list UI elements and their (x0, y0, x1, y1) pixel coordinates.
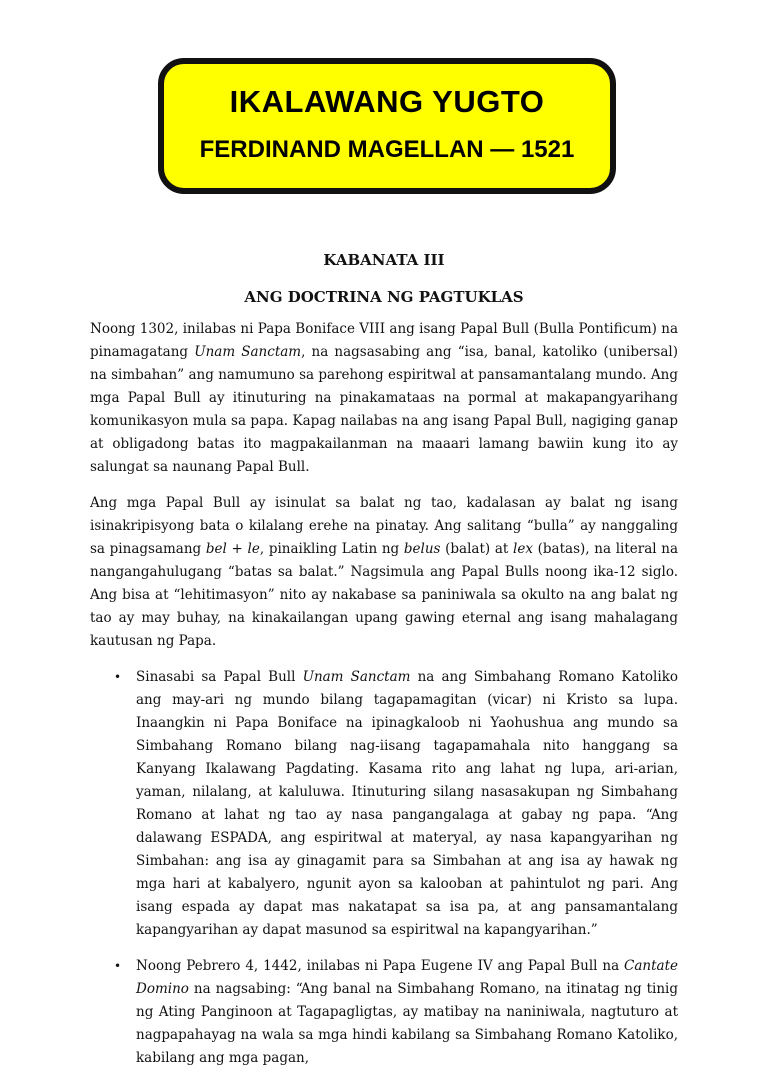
list-item (114, 955, 678, 1070)
chapter-title: ANG DOCTRINA NG PAGTUKLAS (244, 288, 524, 306)
bullet-icon: • (114, 670, 122, 684)
text-run: , pinaikling Latin ng (259, 541, 404, 557)
text-run: Noong Pebrero 4, 1442, inilabas ni Papa Eugene IV ang Papal Bull na (136, 958, 625, 974)
italic-term: bel + le (205, 541, 260, 557)
list-item (114, 666, 678, 942)
italic-title: Unam Sanctam (302, 669, 411, 685)
body-text (90, 318, 678, 1083)
paragraph-2 (90, 492, 678, 653)
bullet-icon: • (114, 959, 122, 973)
text-run: Noong 1302, inilabas ni Papa Boniface VIII ang isang Papal Bull (Bulla Pontificum) na pinamagatang (90, 321, 678, 360)
part-title: IKALAWANG YUGTO (229, 84, 545, 119)
paragraph-1 (90, 318, 678, 479)
part-subtitle: FERDINAND MAGELLAN — 1521 (199, 136, 575, 163)
italic-title: Cantate Domino (136, 958, 678, 997)
italic-term: belus (403, 541, 441, 557)
text-run: Sinasabi sa Papal Bull (136, 669, 303, 685)
bullet-list (90, 666, 678, 1070)
chapter-number: KABANATA III (323, 251, 445, 269)
text-run: , na nagsasabing ang “isa, banal, katoliko (unibersal) na simbahan” ang namumuno sa parehong espiritwal at pansamantalang mundo. Ang mga Papal Bull ay itinuturing na pinakamataas na pormal at makapangyarihang komunikasyon mula sa papa. Kapag nailabas na ang isang Papal Bull, nagiging ganap at obligadong batas ito magpakailanman na maaari lamang bawiin kung ito ay salungat sa naunang Papal Bull. (90, 344, 678, 475)
text-run: na ang Simbahang Romano Katoliko ang may-ari ng mundo bilang tagapamagitan (vicar) ni Kristo sa lupa. Inaangkin ni Papa Boniface na ipinagkaloob ni Yaohushua ang mundo sa Simbahang Romano bilang nag-iisang tagapamahala nito hanggang sa Kanyang Ikalawang Pagdating. Kasama rito ang lahat ng lupa, ari-arian, yaman, nilalang, at kaluluwa. Itinuturing silang nasasakupan ng Simbahang Romano at lahat ng tao ay nasa pangangalaga at gabay ng papa. “Ang dalawang ESPADA, ang espiritwal at materyal, ay nasa kapangyarihan ng Simbahan: ang isa ay ginagamit para sa Simbahan at ang isa ay hawak ng mga hari at kabalyero, ngunit ayon sa kalooban at pahintulot ng pari. Ang isang espada ay dapat mas nakatapat sa isa pa, at ang pansamantalang kapangyarihan ay dapat masunod sa espiritwal na kapangyarihan.” (136, 669, 678, 938)
text-run: na nagsabing: “Ang banal na Simbahang Romano, na itinatag ng tinig ng Ating Panginoon at Tagapagligtas, ay matibay na naniniwala, nagtuturo at nagpapahayag na wala sa mga hindi kabilang sa Simbahang Romano Katoliko, kabilang ang mga pagan, (136, 981, 678, 1066)
text-run: (batas), na literal na nangangahulugang “batas sa balat.” Nagsimula ang Papal Bulls noong ika-12 siglo. Ang bisa at “lehitimasyon” nito ay nakabase sa paniniwala sa okulto na ang balat ng tao ay may buhay, na kinakailangan upang gawing eternal ang isang mahalagang kautusan ng Papa. (90, 541, 678, 649)
italic-title: Unam Sanctam (194, 344, 302, 360)
italic-term: lex (513, 541, 533, 557)
text-run: (balat) at (440, 541, 514, 557)
title-banner (158, 58, 616, 194)
text-run: Ang mga Papal Bull ay isinulat sa balat ng tao, kadalasan ay balat ng isang isinakripisyong bata o kilalang erehe na pinatay. Ang salitang “bulla” ay nanggaling sa pinagsamang (90, 495, 678, 557)
